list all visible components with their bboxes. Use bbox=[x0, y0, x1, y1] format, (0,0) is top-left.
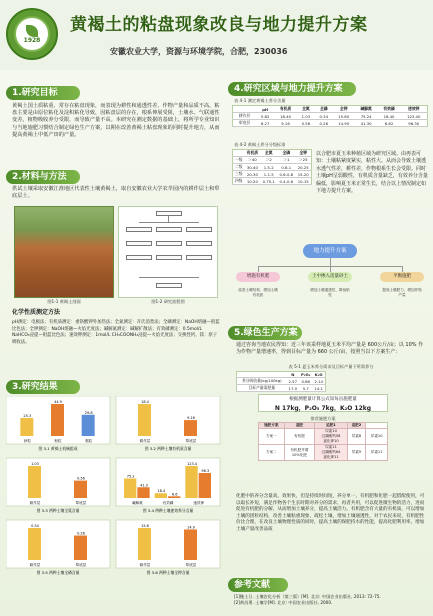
table-header-cell: 全氮 bbox=[297, 106, 315, 113]
table-cell: 6.27 bbox=[256, 120, 274, 127]
chart-data-label: 25.3 bbox=[23, 413, 32, 418]
table-cell: 有机肥并增 10%化肥 bbox=[284, 445, 315, 461]
chart-caption: 图 3-5 两种土壤全磷含量 bbox=[36, 570, 80, 575]
table-cell: 10-15 bbox=[295, 178, 311, 185]
flow-node bbox=[156, 211, 182, 216]
chart-data-label: 75.2 bbox=[126, 474, 135, 479]
flow-node bbox=[156, 241, 182, 246]
table-header-cell: 追肥2 bbox=[347, 423, 366, 429]
chart-tick-label: 碱解氮 bbox=[131, 501, 143, 505]
section-2-body: 供试土壤采取安徽江淮地区代表性土壤黄褐土，取自安徽农业大学农萃园内的耕作层土和犁底层土。 bbox=[12, 186, 220, 200]
table-cell: ＞1 bbox=[277, 157, 295, 164]
flow-node bbox=[156, 255, 182, 260]
table-header-cell: 全氮 bbox=[260, 150, 277, 157]
table-cell: 2.57 bbox=[288, 378, 298, 384]
table-header-cell: 速效钾 bbox=[400, 106, 427, 113]
table-cell: ＞25 bbox=[295, 157, 311, 164]
table-cell: 一级 bbox=[233, 157, 245, 164]
mindmap-node-balanced: 平衡施肥 bbox=[380, 272, 424, 282]
table-cell: 1-1.5 bbox=[260, 171, 277, 178]
chart-data-label: 18.4 bbox=[141, 400, 149, 404]
table-cell: 尿素9 bbox=[347, 445, 366, 461]
table-cell: 0.75-1 bbox=[260, 178, 277, 185]
chart-data-label: 9.16 bbox=[187, 416, 195, 421]
chart-background bbox=[116, 396, 220, 444]
chart-panel bbox=[116, 520, 220, 575]
chart-data-label: 44.9 bbox=[54, 400, 62, 404]
chart-background bbox=[6, 520, 110, 568]
chart-data-label: 0.26 bbox=[77, 531, 85, 536]
table-header-cell bbox=[233, 106, 257, 113]
chart-tick-label: 耕作层 bbox=[139, 563, 151, 567]
header bbox=[0, 0, 433, 72]
improvement-mindmap bbox=[232, 244, 428, 314]
table-row bbox=[233, 164, 312, 171]
chart-bar bbox=[185, 466, 197, 498]
table-cell: 2.14 bbox=[312, 378, 325, 385]
mindmap-leaf: 增加土壤通透性、降低粘性 bbox=[310, 288, 350, 297]
table-cell: 目标产量需肥量 bbox=[237, 385, 287, 392]
flow-node bbox=[186, 255, 212, 260]
chart-bar bbox=[51, 404, 64, 436]
table-cell: 养分吸收量(kg/100kg) bbox=[237, 378, 287, 385]
table-cell: 耕作层 bbox=[233, 113, 257, 120]
table-cell: 20-30 bbox=[244, 171, 260, 178]
table-cell: 尿素11 过磷酸钙64 氯化钾11 bbox=[315, 445, 347, 461]
table-header-cell: 碱解氮 bbox=[355, 106, 378, 113]
mindmap-leaf: 改善土壤结构、增加土壤有机质 bbox=[238, 288, 278, 297]
chart-tick-label: 耕作层 bbox=[139, 439, 151, 443]
section-2-heading: 2.材料与方法 bbox=[6, 170, 80, 184]
section-1-body: 黄褐土国土质粘重、常存在粘盘现象，而表现为耕性和通透性差、作物产量和品质不高。粘盘主要是由原位粘化及淀积粘化导致，因粘盘层的存在，根系伸展受阻，土壤水、气联通性变差，植物吸收养分受限，而导致产量不高。本研究在测定数据的基础上，将所学专业知识与当地施肥习惯结合制定绿色生产方案，以期在改善黄褐土粘盘现象的同时提升地力，从而提高黄褐土中低产田的产量。 bbox=[12, 103, 220, 138]
section-4-heading: 4.研究区域与地力提升方案 bbox=[228, 82, 356, 96]
chart-data-label: 123.4 bbox=[186, 462, 198, 466]
table-cell: 5.7 bbox=[299, 385, 312, 392]
chart-data-label: 18.4 bbox=[157, 489, 166, 494]
references-heading: 参考文献 bbox=[228, 578, 288, 592]
chart-bar bbox=[124, 478, 136, 498]
table-header-cell: 基肥 bbox=[284, 423, 315, 429]
table-cell: 41.30 bbox=[355, 120, 378, 127]
soil-profile-photo bbox=[14, 206, 114, 298]
table-cell: 18.40 bbox=[378, 113, 401, 120]
table-header-cell: 施肥方案 bbox=[259, 423, 285, 429]
table-row bbox=[237, 385, 326, 392]
table-cell: 1.5-2 bbox=[260, 164, 277, 171]
table-cell: 0.6-0.8 bbox=[277, 171, 295, 178]
table-cell: 犁底层 bbox=[233, 120, 257, 127]
table-cell: 尿素11 bbox=[366, 445, 388, 461]
table-cell: 6.62 bbox=[378, 120, 401, 127]
table-cell: 0.8-1 bbox=[277, 164, 295, 171]
chart-data-label: 0.34 bbox=[31, 524, 39, 528]
table-header-cell: 有机质 bbox=[274, 106, 297, 113]
table-cell: 17.0 bbox=[288, 385, 298, 391]
section-4-body: 以合肥市夏玉米种植区域为研究区域。由再表可知：土壤粘紧度紧实，粘性大。从而会导致土壤透水透气性差，耕性差，作物根系生长会受限。同时土壤pH呈弱酸性，有机质含量缺乏，有效养分含量偏低，影响夏玉米正常生长，结合以上情况制定如下地力提升方案。 bbox=[316, 151, 428, 195]
table-cell: 15-20 bbox=[295, 171, 311, 178]
table-cell: ＞40 bbox=[244, 157, 260, 164]
table-header-cell: 有效磷 bbox=[378, 106, 401, 113]
chart-tick-label: 犁底层 bbox=[185, 563, 197, 567]
chart-caption: 图 3-3 两种土壤全氮含量 bbox=[36, 508, 80, 513]
table-cell: 30-40 bbox=[244, 164, 260, 171]
mindmap-connector bbox=[330, 258, 331, 266]
table-row bbox=[237, 378, 326, 385]
logo-year: 1928 bbox=[23, 36, 41, 44]
chart-bar bbox=[137, 487, 149, 498]
table-cell: 方案一 bbox=[259, 429, 285, 445]
chart-bar bbox=[168, 496, 180, 498]
mindmap-node-organic: 增施有机肥 bbox=[236, 272, 280, 282]
plan-caption: 推荐施肥方案 bbox=[310, 416, 336, 421]
fertilization-plan-table bbox=[258, 422, 388, 461]
table-cell: 1.03 bbox=[297, 113, 315, 120]
table-header-cell: 全钾 bbox=[295, 150, 311, 157]
flow-connector bbox=[139, 277, 199, 278]
research-flowchart bbox=[118, 206, 218, 298]
chart-background bbox=[6, 458, 110, 506]
photo-caption: 图1-1 黄褐土剖面 bbox=[47, 299, 81, 304]
section-1-heading: 1.研究目标 bbox=[6, 86, 80, 100]
flow-node bbox=[156, 283, 182, 288]
chart-caption: 图 3-4 两种土壤速效养分含量 bbox=[142, 508, 194, 513]
table-row bbox=[233, 113, 428, 120]
table-row bbox=[233, 157, 312, 164]
chart-bar bbox=[28, 528, 41, 560]
chart-tick-label: 耕作层 bbox=[29, 501, 41, 505]
chart-tick-label: 犁底层 bbox=[185, 439, 197, 443]
table-cell: 尿素10 过磷酸钙58 氯化钾10 bbox=[315, 429, 347, 445]
table-cell: 0.26 bbox=[315, 120, 333, 127]
section-5-body-1: 通过咨询当地农民得知：近三年该采样地夏玉米平均产量是 600公斤/亩；以 10% 作为作物产量增速率，得到目标产量为 660 公斤/亩，按照当以下方案生产： bbox=[236, 342, 424, 355]
table-cell: 0.86 bbox=[299, 378, 312, 385]
chart-panel bbox=[6, 396, 110, 451]
table-cell: 0.4-0.6 bbox=[277, 178, 295, 185]
table-cell: 二级 bbox=[233, 164, 245, 171]
flow-node bbox=[186, 227, 212, 232]
table-header-cell: pH bbox=[256, 106, 274, 113]
reference-item: [1]鲍士旦. 土壤农化分析（第三版）[M]. 北京: 中国农业出版社, 2013: 72-75. bbox=[234, 594, 381, 599]
reference-item: [2]黄昌勇. 土壤学[M]. 北京: 中国农业出版社, 2000. bbox=[234, 600, 333, 605]
table-cell: 20-25 bbox=[295, 164, 311, 171]
table-header-cell: 追肥1 bbox=[315, 423, 347, 429]
flow-node bbox=[156, 227, 182, 232]
chart-panel bbox=[6, 458, 110, 513]
chart-data-label: 0.56 bbox=[77, 476, 85, 481]
references-list bbox=[234, 594, 428, 606]
table-header-row bbox=[233, 150, 312, 157]
chart-bar bbox=[138, 404, 151, 436]
table-header-cell: K₂O bbox=[312, 372, 325, 378]
table-cell: 18.40 bbox=[274, 113, 297, 120]
chart-panel bbox=[116, 396, 220, 451]
chart-tick-label: 犁底层 bbox=[75, 501, 87, 505]
chart-bar bbox=[20, 418, 33, 436]
mindmap-center: 地力提升方案 bbox=[303, 244, 357, 258]
mindmap-node-sand: 土中掺入适量砂土 bbox=[308, 272, 352, 282]
table-header-cell: 全钾 bbox=[333, 106, 355, 113]
chart-bar bbox=[74, 536, 87, 560]
formula-value: N 17kg，P₂O₅ 7kg，K₂O 12kg bbox=[274, 405, 372, 412]
logo-seal bbox=[14, 16, 50, 52]
chart-bar bbox=[82, 415, 95, 436]
table-cell: 5.82 bbox=[256, 113, 274, 120]
table-cell: 四级 bbox=[233, 178, 245, 185]
chart-caption: 图 3-6 两种土壤全钾含量 bbox=[146, 570, 190, 575]
table-cell: 尿素10 bbox=[366, 429, 388, 445]
chart-bar bbox=[155, 493, 167, 498]
table-cell: 15.60 bbox=[333, 113, 355, 120]
fertilizer-formula-box bbox=[258, 394, 388, 412]
section-5-heading: 5.绿色生产方案 bbox=[228, 326, 302, 340]
table-cell: 14.90 bbox=[333, 120, 355, 127]
table-header-row bbox=[233, 106, 428, 113]
chart-data-label: 41.3 bbox=[140, 483, 148, 488]
methods-title: 化学性质测定方法 bbox=[12, 309, 61, 316]
table-header-cell: 有机质 bbox=[244, 150, 260, 157]
chart-panel bbox=[116, 458, 220, 513]
table-row bbox=[233, 171, 312, 178]
flow-connector bbox=[139, 222, 199, 223]
table-row bbox=[259, 429, 388, 445]
table-5-1-caption: 表 5-1 夏玉米养分需求及目标产量下所需养分 bbox=[288, 364, 374, 369]
chart-bar bbox=[184, 529, 197, 560]
university-logo bbox=[6, 8, 58, 60]
table-4-1-caption: 表 4-1 测定黄褐土养分含量 bbox=[234, 98, 286, 103]
chart-caption: 图 3-1 黄褐土机械组成 bbox=[38, 446, 78, 451]
table-cell: 96.30 bbox=[400, 120, 427, 127]
table-cell: 0.34 bbox=[315, 113, 333, 120]
section-5-body-2: 化肥中的养分含量高、效果快，但是持续时间短，养分单一，有机肥和化肥一起搭配使用，可以取长补短，满足作物各个生长时期对养分的需求，再者共用，可以促进微生物的活力，进而促进有机肥的分解，从而增加土壤养分，提高土壤活力。有机肥含有大量的有机质，可以增加土壤的团粒结构，改善土壤粘重现象，疏松土壤，增加土壤通透性，对于农民来说，有机肥性价比合理，在改良土壤物理性质的同时，提高土壤的保肥持水的性能，提高化肥利用率，增加土壤产量改善品质 bbox=[236, 494, 425, 532]
table-header-cell: 全磷 bbox=[277, 150, 295, 157]
table-header-cell: N bbox=[287, 372, 299, 378]
table-row bbox=[233, 120, 428, 127]
section-3-heading: 3.研究结果 bbox=[6, 380, 80, 394]
formula-title: 根据测肥量计算公式知每亩施肥量 bbox=[289, 397, 357, 402]
chart-bar bbox=[199, 473, 211, 498]
table-header-cell: 全磷 bbox=[315, 106, 333, 113]
chart-data-label: 96.3 bbox=[201, 469, 210, 474]
results-charts bbox=[6, 396, 226, 582]
table-cell: 14.1 bbox=[312, 385, 325, 392]
chart-tick-label: 有效磷 bbox=[162, 501, 174, 505]
chart-data-label: 29.8 bbox=[84, 410, 93, 415]
chart-tick-label: 速效钾 bbox=[193, 501, 205, 505]
chart-tick-label: 粉粒 bbox=[54, 439, 62, 443]
table-header-cell bbox=[233, 150, 245, 157]
table-header-cell: P₂O₅ bbox=[299, 372, 312, 378]
flow-node bbox=[126, 255, 152, 260]
table-row bbox=[259, 445, 388, 461]
methods-body: pH测定：电极法；有机质测定：重铬酸钾外加热法；全氮测定：开氏消煮法；全磷测定：NaOH熔融—钼蓝比色法；全钾测定：NaOH熔融—火焰光度法；碱解氮测定：碱解扩散法；有效磷测定：0.5mol/L NaHCO₃浸提—钼蓝比色法；速效钾测定：1mol/L CH₃COONH₄浸提—火焰光度法；交换性钙、镁：原子吸收法。 bbox=[12, 320, 220, 345]
chart-tick-label: 砂粒 bbox=[23, 439, 31, 443]
table-cell: 10-20 bbox=[244, 178, 260, 185]
table-cell: 三级 bbox=[233, 171, 245, 178]
chart-bar bbox=[184, 420, 197, 436]
table-4-2-caption: 表 4-2 黄褐土养分分级标准 bbox=[234, 142, 286, 147]
chart-bar bbox=[74, 481, 87, 498]
table-cell: 9.16 bbox=[274, 120, 297, 127]
table-row bbox=[233, 178, 312, 185]
chart-bar bbox=[138, 528, 151, 560]
grading-table bbox=[232, 149, 312, 185]
flow-caption: 图1-2 研究流程图 bbox=[151, 299, 185, 304]
affiliation: 安徽农业大学，资源与环境学院，合肥，230036 bbox=[110, 47, 288, 56]
table-cell: 有机肥 bbox=[284, 429, 315, 445]
table-cell: 方案二 bbox=[259, 445, 285, 461]
chart-bar bbox=[28, 466, 41, 498]
table-cell: 尿素8 bbox=[347, 429, 366, 445]
chart-panel bbox=[6, 520, 110, 575]
table-cell: 123.40 bbox=[400, 113, 427, 120]
nutrient-demand-table bbox=[236, 371, 326, 392]
chart-tick-label: 耕作层 bbox=[29, 563, 41, 567]
mindmap-leaf: 提高土壤肥力、增加作物产量 bbox=[382, 288, 422, 297]
table-cell: ＞2 bbox=[260, 157, 277, 164]
chart-background bbox=[116, 520, 220, 568]
chart-data-label: 6.6 bbox=[171, 492, 178, 497]
chart-tick-label: 犁底层 bbox=[75, 563, 87, 567]
table-cell: 75.24 bbox=[355, 113, 378, 120]
flow-node bbox=[126, 227, 152, 232]
table-cell: 0.56 bbox=[297, 120, 315, 127]
chart-data-label: 14.9 bbox=[187, 525, 195, 530]
chart-data-label: 15.6 bbox=[141, 524, 149, 528]
flow-node bbox=[126, 241, 152, 246]
flow-node bbox=[186, 241, 212, 246]
leaf-icon bbox=[26, 25, 38, 37]
chart-data-label: 1.03 bbox=[31, 462, 39, 466]
nutrient-table bbox=[232, 105, 428, 127]
chart-caption: 图 3-2 两种土壤有机质含量 bbox=[144, 446, 192, 451]
poster-title: 黄褐土的粘盘现象改良与地力提升方案 bbox=[70, 15, 368, 35]
chart-tick-label: 黏粒 bbox=[85, 439, 93, 443]
